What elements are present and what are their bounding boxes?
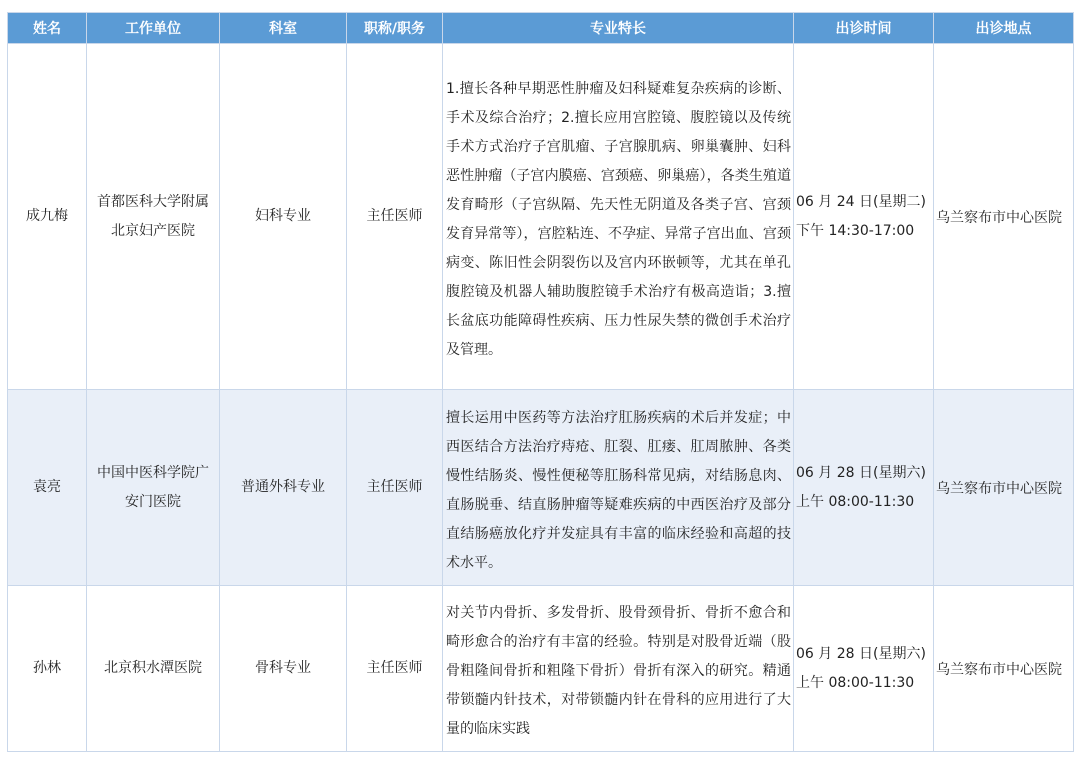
table-row [8, 586, 1074, 752]
clinic-date: 06 月 28 日(星期六) [796, 464, 926, 481]
clinic-date: 06 月 28 日(星期六) [796, 645, 926, 662]
work-unit: 首都医科大学附属北京妇产医院 [87, 44, 220, 390]
clinic-location: 乌兰察布市中心医院 [934, 586, 1074, 752]
clinic-hours: 上午 08:00-11:30 [796, 674, 915, 691]
clinic-date: 06 月 24 日(星期二) [796, 193, 926, 210]
clinic-location: 乌兰察布市中心医院 [934, 390, 1074, 586]
clinic-time [794, 586, 934, 752]
header-specialty: 专业特长 [443, 13, 794, 44]
header-title: 职称/职务 [347, 13, 443, 44]
specialty: 对关节内骨折、多发骨折、股骨颈骨折、骨折不愈合和畸形愈合的治疗有丰富的经验。特别是对股骨近端（股骨粗隆间骨折和粗隆下骨折）骨折有深入的研究。精通带锁髓内针技术，对带锁髓内针在骨科的应用进行了大量的临床实践 [443, 586, 794, 752]
specialty: 擅长运用中医药等方法治疗肛肠疾病的术后并发症；中西医结合方法治疗痔疮、肛裂、肛瘘、肛周脓肿、各类慢性结肠炎、慢性便秘等肛肠科常见病，对结肠息肉、直肠脱垂、结直肠肿瘤等疑难疾病的中西医治疗及部分直结肠癌放化疗并发症具有丰富的临床经验和高超的技术水平。 [443, 390, 794, 586]
header-department: 科室 [220, 13, 347, 44]
department: 妇科专业 [220, 44, 347, 390]
specialty: 1.擅长各种早期恶性肿瘤及妇科疑难复杂疾病的诊断、手术及综合治疗；2.擅长应用宫腔镜、腹腔镜以及传统手术方式治疗子宫肌瘤、子宫腺肌病、卵巢囊肿、妇科恶性肿瘤（子宫内膜癌、宫颈癌、卵巢癌），各类生殖道发育畸形（子宫纵隔、先天性无阴道及各类子宫、宫颈发育异常等），宫腔粘连、不孕症、异常子宫出血、宫颈病变、陈旧性会阴裂伤以及宫内环嵌顿等，尤其在单孔腹腔镜及机器人辅助腹腔镜手术治疗有极高造诣；3.擅长盆底功能障碍性疾病、压力性尿失禁的微创手术治疗及管理。 [443, 44, 794, 390]
header-name: 姓名 [8, 13, 87, 44]
clinic-hours: 下午 14:30-17:00 [796, 222, 915, 239]
clinic-time [794, 390, 934, 586]
job-title: 主任医师 [347, 390, 443, 586]
header-work-unit: 工作单位 [87, 13, 220, 44]
doctor-schedule-table [7, 12, 1074, 752]
doctor-name: 孙林 [8, 586, 87, 752]
header-clinic-location: 出诊地点 [934, 13, 1074, 44]
work-unit: 北京积水潭医院 [87, 586, 220, 752]
clinic-time [794, 44, 934, 390]
job-title: 主任医师 [347, 44, 443, 390]
work-unit: 中国中医科学院广安门医院 [87, 390, 220, 586]
header-clinic-time: 出诊时间 [794, 13, 934, 44]
table-row [8, 44, 1074, 390]
clinic-hours: 上午 08:00-11:30 [796, 493, 915, 510]
department: 骨科专业 [220, 586, 347, 752]
table-header-row [8, 13, 1074, 44]
table-row [8, 390, 1074, 586]
job-title: 主任医师 [347, 586, 443, 752]
clinic-location: 乌兰察布市中心医院 [934, 44, 1074, 390]
doctor-name: 成九梅 [8, 44, 87, 390]
doctor-name: 袁亮 [8, 390, 87, 586]
department: 普通外科专业 [220, 390, 347, 586]
